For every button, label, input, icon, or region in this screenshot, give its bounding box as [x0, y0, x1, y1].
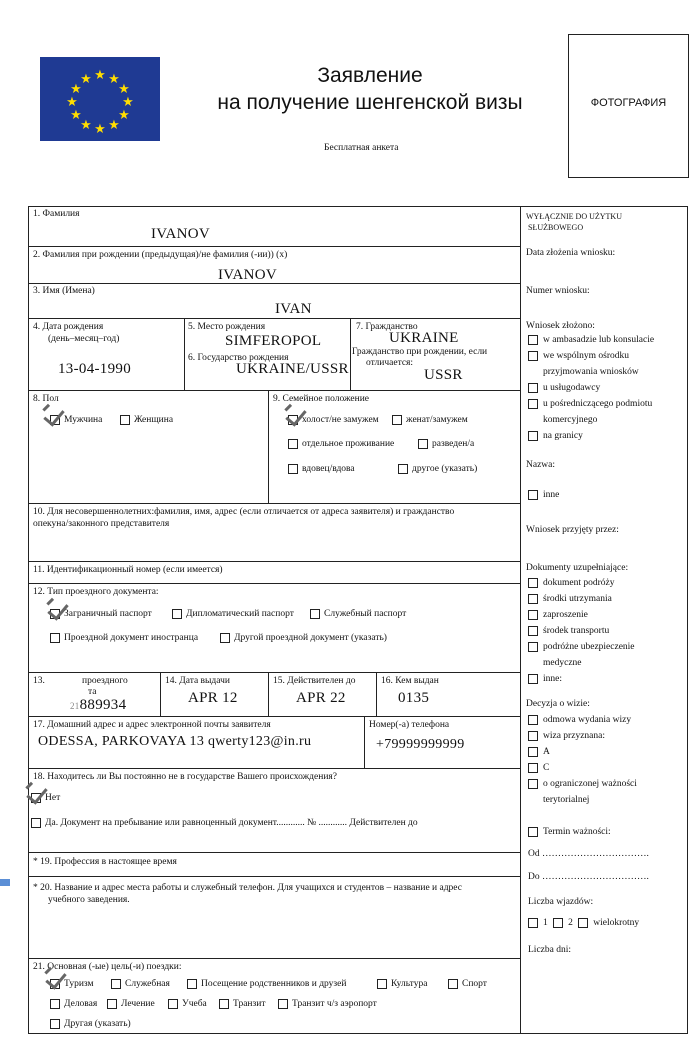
- purpose-tourism-option[interactable]: Туризм: [50, 979, 94, 989]
- dob-sublabel: (день–месяц–год): [48, 334, 120, 344]
- home-address-label: 17. Домашний адрес и адрес электронной почты заявителя: [33, 720, 271, 730]
- purpose-transit-option[interactable]: Транзит: [219, 999, 265, 1009]
- dob-value[interactable]: 13-04-1990: [58, 361, 131, 377]
- svg-text:★: ★: [66, 95, 78, 110]
- doc-transport-option[interactable]: środek transportu: [528, 626, 609, 636]
- visa-a-checkbox[interactable]: [528, 747, 538, 757]
- visa-c-checkbox[interactable]: [528, 763, 538, 773]
- residence-label: 18. Находитесь ли Вы постоянно не в государстве Вашего происхождения?: [33, 772, 337, 782]
- entries-one-label: 1: [543, 918, 548, 929]
- surname-value[interactable]: IVANOV: [151, 226, 211, 242]
- doc-alien-option[interactable]: Проездной документ иностранца: [50, 633, 198, 643]
- purpose-label: 21. Основная (-ые) цель(-и) поездки:: [33, 962, 182, 972]
- marital-divorced-option[interactable]: разведен/а: [418, 439, 474, 449]
- doc-insurance-cont: medyczne: [543, 658, 582, 668]
- svg-text:★: ★: [108, 118, 120, 133]
- marital-widowed-option[interactable]: вдовец/вдова: [288, 464, 355, 474]
- marital-separated-checkbox[interactable]: [288, 439, 298, 449]
- doc-number-label-3: та: [88, 687, 97, 697]
- marital-married-checkbox[interactable]: [392, 415, 402, 425]
- birthplace-value[interactable]: SIMFEROPOL: [225, 333, 322, 349]
- citizenship-birth-label-2: отличается:: [366, 358, 414, 368]
- doc-travel-option[interactable]: dokument podróży: [528, 578, 615, 588]
- sex-female-option[interactable]: Женщина: [120, 415, 173, 425]
- subtitle: Бесплатная анкета: [324, 143, 399, 153]
- doc-alien-checkbox[interactable]: [50, 633, 60, 643]
- visa-decision-label: Decyzja o wizie:: [526, 699, 590, 709]
- entries-multi-checkbox[interactable]: [578, 918, 588, 928]
- days-label: Liczba dni:: [528, 945, 571, 955]
- residence-yes-option[interactable]: Да. Документ на пребывание или равноценный документ............ № ............ Действителен до: [31, 818, 418, 828]
- photo-label: ФОТОГРАФИЯ: [590, 97, 667, 109]
- title-line-2: на получение шенгенской визы: [217, 91, 523, 114]
- form-title: [180, 62, 560, 116]
- citizenship-birth-label: Гражданство при рождении, если: [352, 347, 488, 357]
- issued-option[interactable]: wiza przyznana:: [528, 731, 605, 741]
- eu-stars-icon: [40, 57, 160, 141]
- dob-label: 4. Дата рождения: [33, 322, 104, 332]
- refused-checkbox[interactable]: [528, 715, 538, 725]
- filed-at-label: Wniosek złożono:: [526, 321, 595, 331]
- entries-multi-label: wielokrotny: [593, 918, 640, 929]
- marital-widowed-checkbox[interactable]: [288, 464, 298, 474]
- other-option[interactable]: inne: [528, 490, 559, 500]
- first-name-value[interactable]: IVAN: [275, 301, 312, 317]
- svg-text:★: ★: [70, 82, 82, 97]
- occupation-label: * 19. Профессия в настоящее время: [33, 857, 177, 867]
- purpose-other-checkbox[interactable]: [50, 1019, 60, 1029]
- entries-one-checkbox[interactable]: [528, 918, 538, 928]
- sex-female-checkbox[interactable]: [120, 415, 130, 425]
- purpose-transit-checkbox[interactable]: [219, 999, 229, 1009]
- marital-other-checkbox[interactable]: [398, 464, 408, 474]
- title-line-1: Заявление: [317, 64, 423, 87]
- official-header-line-1: WYŁĄCZNIE DO UŻYTKU: [526, 212, 622, 221]
- validity-option[interactable]: Termin ważności:: [528, 827, 611, 837]
- sex-male-option[interactable]: Мужчина: [50, 415, 102, 425]
- valid-to-field[interactable]: Do …………………………….: [528, 872, 649, 882]
- refused-option[interactable]: odmowa wydania wizy: [528, 715, 631, 725]
- svg-text:★: ★: [118, 82, 130, 97]
- purpose-airport-transit-option[interactable]: Транзит ч/з аэропорт: [278, 999, 377, 1009]
- doc-other-option[interactable]: inne:: [528, 674, 562, 684]
- citizenship-value[interactable]: UKRAINE: [389, 330, 459, 346]
- doc-ordinary-option[interactable]: Заграничный паспорт: [50, 609, 152, 619]
- phone-label: Номер(-а) телефона: [369, 720, 450, 730]
- purpose-family-checkbox[interactable]: [187, 979, 197, 989]
- sex-label: 8. Пол: [33, 394, 59, 404]
- filed-common-center-option[interactable]: we wspólnym ośrodku: [528, 351, 629, 361]
- valid-from-field[interactable]: Od …………………………….: [528, 849, 649, 859]
- svg-text:★: ★: [122, 95, 134, 110]
- application-date-label: Data złożenia wniosku:: [526, 248, 616, 258]
- employer-label-2: учебного заведения.: [48, 895, 130, 905]
- supporting-docs-label: Dokumenty uzupełniające:: [526, 563, 629, 573]
- valid-until-value[interactable]: APR 22: [296, 690, 346, 706]
- marital-other-option[interactable]: другое (указать): [398, 464, 477, 474]
- filed-border-checkbox[interactable]: [528, 431, 538, 441]
- doc-service-option[interactable]: Служебный паспорт: [310, 609, 406, 619]
- birthplace-label: 5. Место рождения: [188, 322, 266, 332]
- doc-invitation-checkbox[interactable]: [528, 610, 538, 620]
- citizenship-birth-value[interactable]: USSR: [424, 367, 463, 383]
- issue-date-label: 14. Дата выдачи: [165, 676, 230, 686]
- other-checkbox[interactable]: [528, 490, 538, 500]
- doc-insurance-checkbox[interactable]: [528, 642, 538, 652]
- purpose-other-option[interactable]: Другая (указать): [50, 1019, 131, 1029]
- purpose-sport-option[interactable]: Спорт: [448, 979, 487, 989]
- svg-text:★: ★: [80, 118, 92, 133]
- travel-doc-type-label: 12. Тип проездного документа:: [33, 587, 159, 597]
- doc-means-option[interactable]: środki utrzymania: [528, 594, 612, 604]
- filed-embassy-checkbox[interactable]: [528, 335, 538, 345]
- svg-text:★: ★: [94, 68, 106, 83]
- doc-invitation-option[interactable]: zaproszenie: [528, 610, 588, 620]
- svg-text:★: ★: [118, 108, 130, 123]
- marital-status-label: 9. Семейное положение: [273, 394, 370, 404]
- official-header: [526, 211, 622, 233]
- application-number-label: Numer wniosku:: [526, 286, 590, 296]
- validity-checkbox[interactable]: [528, 827, 538, 837]
- entries-two-label: 2: [568, 918, 573, 929]
- purpose-study-option[interactable]: Учеба: [168, 999, 207, 1009]
- doc-number-label-2: проездного: [82, 676, 128, 686]
- marital-separated-option[interactable]: отдельное проживание: [288, 439, 394, 449]
- doc-other-official-checkbox[interactable]: [528, 674, 538, 684]
- residence-no-option[interactable]: Нет: [31, 793, 60, 803]
- visa-a-option[interactable]: A: [528, 747, 550, 757]
- purpose-official-option[interactable]: Деловая: [50, 999, 97, 1009]
- guardian-label: 10. Для несовершеннолетних:фамилия, имя, адрес (если отличается от адреса заявителя) и гражданство: [33, 507, 455, 517]
- doc-service-checkbox[interactable]: [310, 609, 320, 619]
- purpose-airport-transit-checkbox[interactable]: [278, 999, 288, 1009]
- doc-insurance-option[interactable]: podróżne ubezpieczenie: [528, 642, 635, 652]
- filed-intermediary-checkbox[interactable]: [528, 399, 538, 409]
- visa-ltv-option[interactable]: o ograniczonej ważności: [528, 779, 637, 789]
- purpose-business-option[interactable]: Служебная: [111, 979, 170, 989]
- purpose-business-checkbox[interactable]: [111, 979, 121, 989]
- marital-divorced-checkbox[interactable]: [418, 439, 428, 449]
- doc-number-value[interactable]: 21889934: [70, 697, 127, 713]
- doc-travel-checkbox[interactable]: [528, 578, 538, 588]
- marital-single-option[interactable]: холост/не замужем: [288, 415, 379, 425]
- svg-text:★: ★: [80, 72, 92, 87]
- phone-value[interactable]: +79999999999: [376, 737, 465, 752]
- svg-text:★: ★: [94, 122, 106, 137]
- first-name-label: 3. Имя (Имена): [33, 286, 95, 296]
- residence-yes-checkbox[interactable]: [31, 818, 41, 828]
- official-header-line-2: SŁUŻBOWEGO: [528, 223, 584, 232]
- id-number-label: 11. Идентификационный номер (если имеется): [33, 565, 223, 575]
- purpose-family-option[interactable]: Посещение родственников и друзей: [187, 979, 346, 989]
- employer-label: * 20. Название и адрес места работы и служебный телефон. Для учащихся и студентов – название и адрес: [33, 883, 462, 893]
- entries-label: Liczba wjazdów:: [528, 897, 594, 907]
- svg-text:★: ★: [108, 72, 120, 87]
- surname-label: 1. Фамилия: [33, 209, 80, 219]
- issued-by-value[interactable]: 0135: [398, 690, 430, 706]
- issued-by-label: 16. Кем выдан: [381, 676, 439, 686]
- entries-options[interactable]: [528, 918, 639, 928]
- doc-other-option[interactable]: Другой проездной документ (указать): [220, 633, 387, 643]
- surname-at-birth-label: 2. Фамилия при рождении (предыдущая)/не фамилия (-ии)) (х): [33, 250, 288, 260]
- svg-text:★: ★: [70, 108, 82, 123]
- valid-until-label: 15. Действителен до: [273, 676, 356, 686]
- visa-ltv-cont: terytorialnej: [543, 795, 590, 805]
- accepted-by-label: Wniosek przyjęty przez:: [526, 525, 619, 535]
- filed-border-option[interactable]: na granicy: [528, 431, 583, 441]
- purpose-study-checkbox[interactable]: [168, 999, 178, 1009]
- filed-intermediary-option[interactable]: u pośredniczącego podmiotu: [528, 399, 652, 409]
- purpose-sport-checkbox[interactable]: [448, 979, 458, 989]
- doc-other-checkbox[interactable]: [220, 633, 230, 643]
- doc-diplomatic-checkbox[interactable]: [172, 609, 182, 619]
- entries-two-checkbox[interactable]: [553, 918, 563, 928]
- home-address-value[interactable]: ODESSA, PARKOVAYA 13 qwerty123@in.ru: [38, 734, 312, 749]
- photo-box: [568, 34, 689, 178]
- filed-provider-checkbox[interactable]: [528, 383, 538, 393]
- doc-means-checkbox[interactable]: [528, 594, 538, 604]
- visa-ltv-checkbox[interactable]: [528, 779, 538, 789]
- marital-married-option[interactable]: женат/замужем: [392, 415, 468, 425]
- eu-flag: [40, 57, 160, 141]
- purpose-culture-checkbox[interactable]: [377, 979, 387, 989]
- filed-common-center-checkbox[interactable]: [528, 351, 538, 361]
- issue-date-value[interactable]: APR 12: [188, 690, 238, 706]
- visa-c-option[interactable]: C: [528, 763, 549, 773]
- filed-embassy-option[interactable]: w ambasadzie lub konsulacie: [528, 335, 654, 345]
- birth-country-value[interactable]: UKRAINE/USSR: [236, 361, 349, 377]
- doc-diplomatic-option[interactable]: Дипломатический паспорт: [172, 609, 294, 619]
- filed-common-center-cont: przyjmowania wniosków: [543, 367, 639, 377]
- surname-at-birth-value[interactable]: IVANOV: [218, 267, 278, 283]
- left-margin-mark: [0, 879, 10, 886]
- issued-checkbox[interactable]: [528, 731, 538, 741]
- purpose-official-checkbox[interactable]: [50, 999, 60, 1009]
- doc-transport-checkbox[interactable]: [528, 626, 538, 636]
- citizenship-label: 7. Гражданство: [356, 322, 418, 332]
- guardian-label-2: опекуна/законного представителя: [33, 519, 170, 529]
- purpose-medical-option[interactable]: Лечение: [107, 999, 155, 1009]
- birth-country-label: 6. Государство рождения: [188, 353, 289, 363]
- name-label: Nazwa:: [526, 460, 556, 470]
- doc-number-label: 13.: [33, 676, 45, 686]
- filed-provider-option[interactable]: u usługodawcy: [528, 383, 600, 393]
- purpose-medical-checkbox[interactable]: [107, 999, 117, 1009]
- filed-intermediary-cont: komercyjnego: [543, 415, 598, 425]
- purpose-culture-option[interactable]: Культура: [377, 979, 427, 989]
